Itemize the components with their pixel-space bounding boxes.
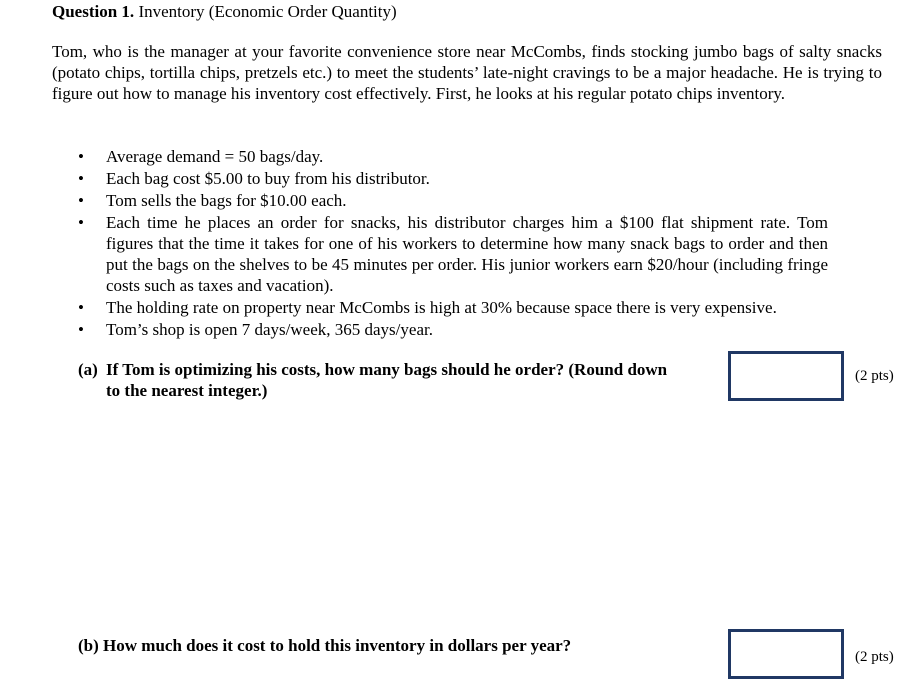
bullet-icon: •: [78, 298, 84, 317]
list-item-text: Each time he places an order for snacks, his distributor charges him a $100 flat shipment rate. Tom figures that the time it takes for one of his workers to determine how many snack bags to order and then put the bags on the shelves to be 45 minutes per order. His junior workers earn $20/hour (including fringe costs such as taxes and vacation).: [106, 213, 828, 295]
list-item-text: Each bag cost $5.00 to buy from his distributor.: [106, 169, 430, 188]
list-item-text: Tom sells the bags for $10.00 each.: [106, 191, 347, 210]
list-item-text: Average demand = 50 bags/day.: [106, 147, 324, 166]
list-item-text: Tom’s shop is open 7 days/week, 365 days/year.: [106, 320, 433, 339]
question-b: [78, 635, 718, 656]
question-a-text-line2: to the nearest integer.): [106, 381, 268, 400]
bullet-icon: •: [78, 169, 84, 188]
list-item: [78, 146, 828, 167]
bullet-icon: •: [78, 320, 84, 339]
points-b: (2 pts): [855, 649, 894, 665]
list-item: [78, 319, 828, 340]
list-item: [78, 168, 828, 189]
answer-box-a[interactable]: [728, 351, 844, 401]
list-item: [78, 212, 828, 296]
question-b-text: How much does it cost to hold this inventory in dollars per year?: [103, 636, 572, 655]
answer-box-b[interactable]: [728, 629, 844, 679]
intro-paragraph: Tom, who is the manager at your favorite convenience store near McCombs, finds stocking jumbo bags of salty snacks (potato chips, tortilla chips, pretzels etc.) to meet the students’ late-night cravings to be a major headache. He is trying to figure out how to manage his inventory cost effectively. First, he looks at his regular potato chips inventory.: [52, 42, 882, 103]
question-b-letter: (b): [78, 636, 99, 655]
list-item-text: The holding rate on property near McCombs is high at 30% because space there is very expensive.: [106, 298, 777, 317]
question-topic: Inventory (Economic Order Quantity): [134, 2, 397, 21]
list-item: [78, 297, 828, 318]
bullet-icon: •: [78, 191, 84, 210]
question-a: [78, 359, 716, 401]
bullet-icon: •: [78, 213, 84, 232]
list-item: [78, 190, 828, 211]
question-title: [52, 1, 397, 23]
given-data-list: [78, 146, 828, 341]
points-a: (2 pts): [855, 368, 894, 384]
question-number: Question 1.: [52, 2, 135, 21]
question-a-letter: (a): [78, 360, 98, 379]
bullet-icon: •: [78, 147, 84, 166]
question-a-text-line1: If Tom is optimizing his costs, how many bags should he order? (Round down: [106, 360, 668, 379]
